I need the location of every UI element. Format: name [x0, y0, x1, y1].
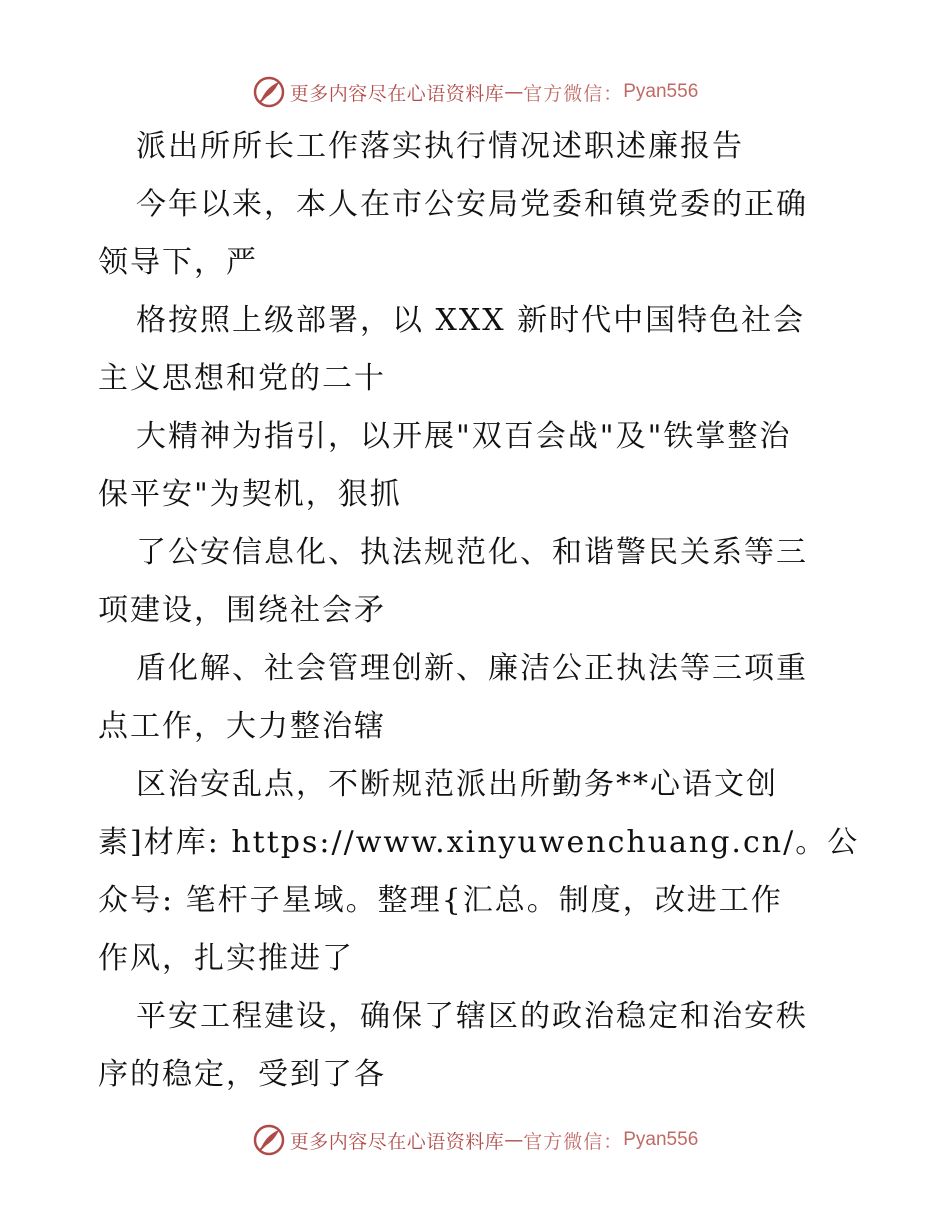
paragraph-line: 作风，扎实推进了 — [98, 941, 354, 976]
watermark-wechat-id: Pyan556 — [623, 1129, 699, 1150]
feather-pen-logo-icon — [252, 75, 286, 109]
watermark-wechat-label: 官方微信： — [523, 82, 624, 105]
paragraph-line: 盾化解、社会管理创新、廉洁公正执法等三项重 — [136, 651, 808, 686]
paragraph-line: 保平安"为契机，狠抓 — [98, 477, 402, 512]
header-watermark — [0, 72, 950, 112]
paragraph-line: 平安工程建设，确保了辖区的政治稳定和治安秩 — [136, 999, 808, 1034]
watermark-separator: — — [504, 1129, 524, 1151]
paragraph-line: 区治安乱点，不断规范派出所勤务**心语文创 — [136, 767, 778, 802]
paragraph-line: 点工作，大力整治辖 — [98, 709, 386, 744]
paragraph-line: 了公安信息化、执法规范化、和谐警民关系等三 — [136, 535, 808, 570]
paragraph-line: 项建设，围绕社会矛 — [98, 593, 386, 628]
paragraph-line: 众号: 笔杆子星域。整理{汇总。制度，改进工作 — [98, 883, 783, 918]
document-body — [98, 118, 858, 1104]
paragraph-line: 主义思想和党的二十 — [98, 361, 386, 396]
watermark-brand-text: 更多内容尽在心语资料库 — [289, 1130, 505, 1153]
paragraph-line: 大精神为指引，以开展"双百会战"及"铁掌整治 — [136, 419, 792, 454]
footer-watermark — [0, 1120, 950, 1160]
paragraph-line: 序的稳定，受到了各 — [98, 1057, 386, 1092]
watermark-wechat-label: 官方微信： — [523, 1130, 624, 1153]
document-title: 派出所所长工作落实执行情况述职述廉报告 — [136, 129, 744, 164]
paragraph-line: 素]材库: https://www.xinyuwenchuang.cn/。公 — [98, 825, 860, 860]
watermark-separator: — — [504, 81, 524, 103]
watermark-wechat-id: Pyan556 — [623, 81, 699, 102]
watermark-brand-text: 更多内容尽在心语资料库 — [289, 82, 505, 105]
feather-pen-logo-icon — [252, 1123, 286, 1157]
paragraph-line: 今年以来，本人在市公安局党委和镇党委的正确 — [136, 187, 808, 222]
paragraph-line: 领导下，严 — [98, 245, 258, 280]
paragraph-line: 格按照上级部署，以 XXX 新时代中国特色社会 — [136, 303, 806, 338]
